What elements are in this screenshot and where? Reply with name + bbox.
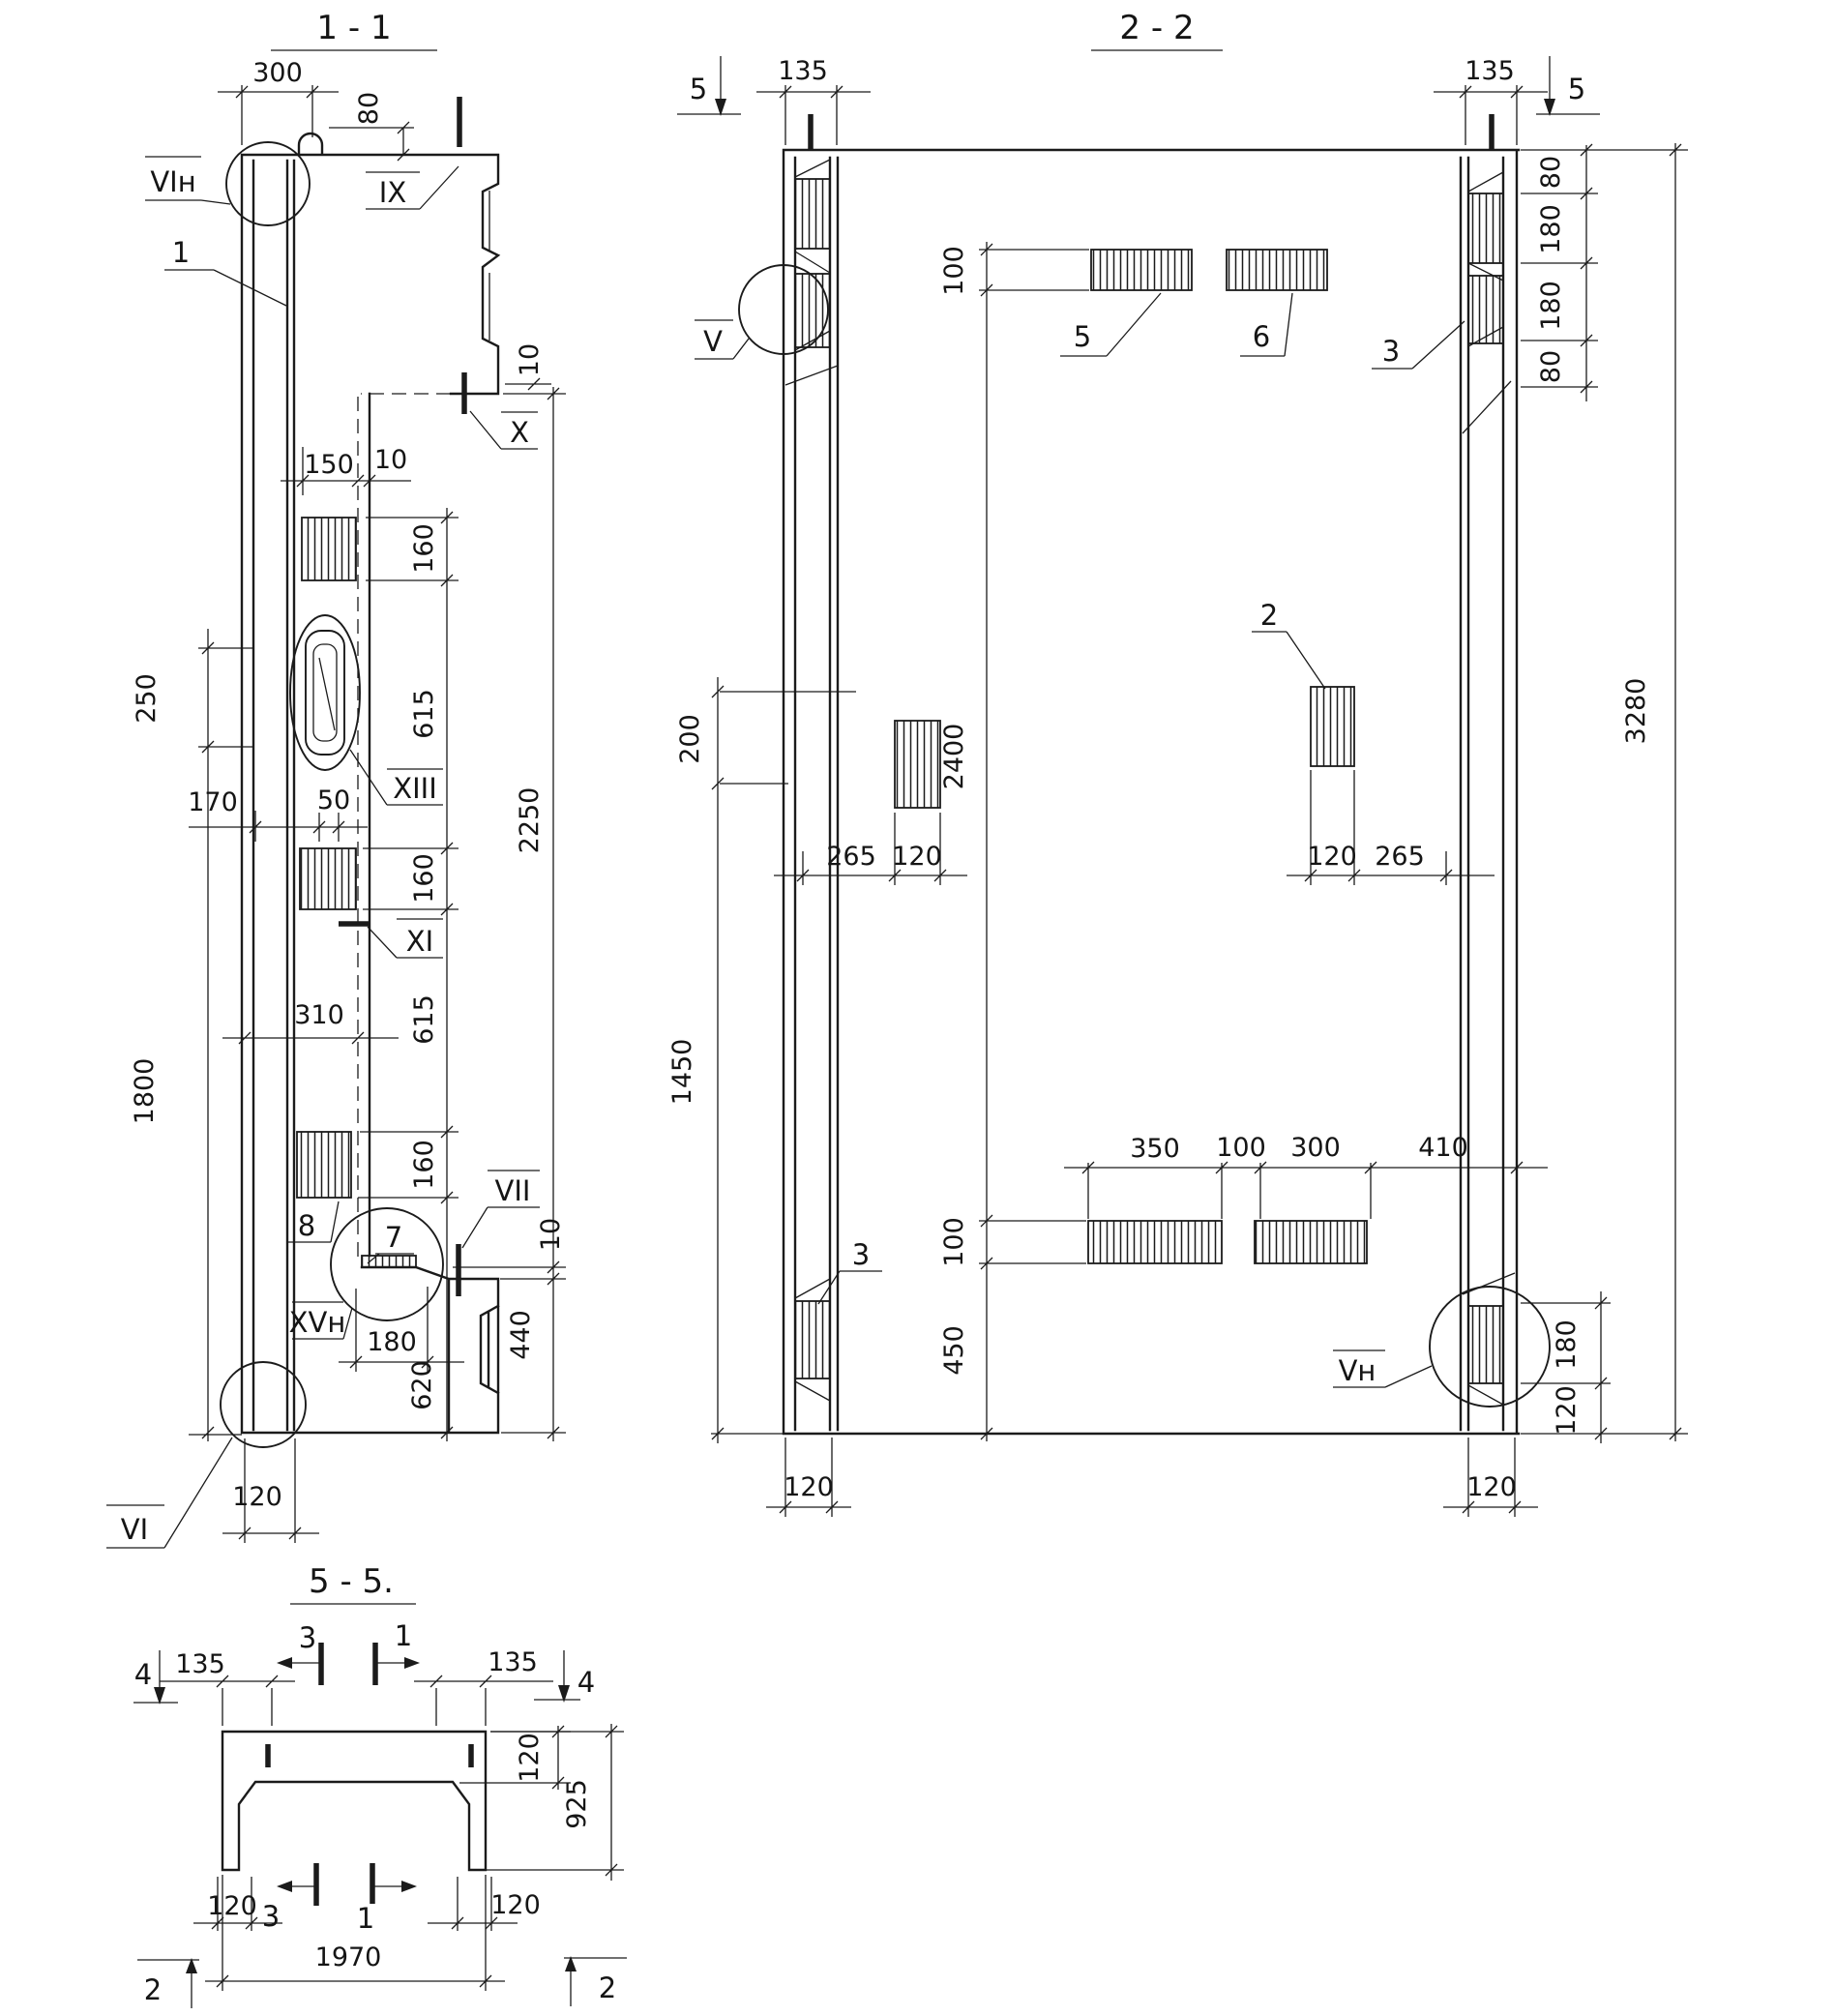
dim-350: 350 bbox=[1130, 1134, 1180, 1164]
dim-120-right-mid: 120 bbox=[1307, 842, 1357, 872]
section-1-1 bbox=[106, 9, 566, 1548]
label-XIII: XIII bbox=[393, 772, 437, 805]
dim-925: 925 bbox=[562, 1779, 592, 1829]
dim-150: 150 bbox=[304, 450, 354, 480]
dim-160a: 160 bbox=[409, 523, 439, 574]
dim-1450: 1450 bbox=[667, 1038, 697, 1106]
dim-120-bottom-right: 120 bbox=[1466, 1472, 1517, 1502]
dim-410: 410 bbox=[1418, 1133, 1468, 1163]
s11-embed-block-3 bbox=[297, 1132, 351, 1198]
s55-dimensions bbox=[133, 1619, 627, 2008]
dim-1970: 1970 bbox=[314, 1942, 382, 1972]
dim-450: 450 bbox=[939, 1325, 969, 1376]
section-arrow-4-left bbox=[154, 1687, 165, 1705]
dim-1800: 1800 bbox=[130, 1057, 160, 1125]
s11-embed-block-2 bbox=[300, 848, 356, 909]
mark-2-left: 2 bbox=[143, 1973, 163, 2006]
dim-135-right: 135 bbox=[1465, 56, 1515, 86]
dim-620: 620 bbox=[407, 1360, 437, 1410]
dim-135-left: 135 bbox=[175, 1649, 225, 1679]
dim-250: 250 bbox=[132, 673, 162, 724]
section-arrow-3-top bbox=[277, 1657, 292, 1669]
dim-120-left-mid: 120 bbox=[892, 842, 942, 872]
dim-80b: 80 bbox=[1536, 349, 1566, 384]
label-8: 8 bbox=[297, 1209, 316, 1242]
s11-slot-outer bbox=[306, 631, 344, 755]
dim-2400: 2400 bbox=[939, 723, 969, 790]
section-arrow-1-bottom bbox=[401, 1881, 417, 1892]
label-VII: VII bbox=[494, 1174, 531, 1207]
section-arrow-5-left bbox=[715, 99, 726, 116]
section-2-2-title: 2 - 2 bbox=[1119, 9, 1195, 47]
s11-slot-diagonal bbox=[319, 658, 335, 730]
section-arrow-5-right bbox=[1544, 99, 1555, 116]
mark-4-left: 4 bbox=[133, 1658, 153, 1691]
s11-dimensions bbox=[130, 58, 566, 1543]
label-V: V bbox=[703, 325, 723, 358]
mark-5-left: 5 bbox=[689, 73, 708, 105]
dim-10c: 10 bbox=[536, 1217, 566, 1252]
mark-3-top: 3 bbox=[298, 1621, 317, 1654]
mark-1-top: 1 bbox=[394, 1619, 413, 1652]
mark-5-right: 5 bbox=[1567, 73, 1586, 105]
dim-10b: 10 bbox=[515, 342, 545, 377]
section-1-1-title: 1 - 1 bbox=[316, 9, 392, 47]
s22-left-key-3 bbox=[795, 1301, 830, 1379]
label-XVn: XVн bbox=[288, 1306, 346, 1339]
dim-80a: 80 bbox=[1536, 155, 1566, 190]
dim-100-bottom: 100 bbox=[939, 1217, 969, 1267]
label-XI: XI bbox=[405, 925, 434, 958]
dim-265-left: 265 bbox=[826, 842, 876, 872]
s22-right-key-2 bbox=[1468, 276, 1503, 343]
dim-615b: 615 bbox=[409, 994, 439, 1045]
dim-120-bottom-left: 120 bbox=[207, 1891, 257, 1921]
dim-310: 310 bbox=[294, 1000, 344, 1030]
label-VI: VI bbox=[120, 1513, 149, 1546]
s22-bottom-bar-left bbox=[1088, 1221, 1222, 1263]
dim-300: 300 bbox=[1290, 1133, 1341, 1163]
section-arrow-1-top bbox=[404, 1657, 420, 1669]
label-3-right: 3 bbox=[1381, 335, 1401, 368]
dim-160c: 160 bbox=[409, 1140, 439, 1190]
label-3-left: 3 bbox=[851, 1238, 871, 1271]
mark-1-bottom: 1 bbox=[356, 1902, 375, 1935]
dim-135-left: 135 bbox=[778, 56, 828, 86]
dim-200: 200 bbox=[675, 714, 705, 764]
mark-2-right: 2 bbox=[598, 1972, 617, 2004]
s11-slot-inner bbox=[313, 644, 337, 741]
dim-170: 170 bbox=[188, 787, 238, 817]
label-Vn: Vн bbox=[1338, 1354, 1376, 1387]
s55-outline bbox=[222, 1732, 486, 1870]
label-7: 7 bbox=[384, 1221, 403, 1254]
dim-100-mid: 100 bbox=[1216, 1133, 1266, 1163]
section-5-5 bbox=[133, 1562, 627, 2008]
s55-corner-bars bbox=[268, 1744, 471, 1767]
section-5-5-title: 5 - 5. bbox=[309, 1562, 394, 1601]
s11-outline bbox=[242, 133, 498, 1433]
dim-2250: 2250 bbox=[515, 786, 545, 854]
dim-180a: 180 bbox=[1536, 204, 1566, 254]
dim-120-bottom-left: 120 bbox=[784, 1472, 834, 1502]
s22-top-bar-6 bbox=[1227, 250, 1327, 290]
s11-detail-circle-XIII bbox=[290, 615, 360, 770]
dim-120-top: 120 bbox=[515, 1733, 545, 1783]
dim-120rc: 120 bbox=[1552, 1385, 1582, 1436]
label-IX: IX bbox=[378, 176, 407, 209]
label-6: 6 bbox=[1252, 320, 1271, 353]
dim-100-top: 100 bbox=[939, 246, 969, 296]
section-2-2 bbox=[667, 9, 1688, 1517]
s22-bottom-bar-right bbox=[1255, 1221, 1367, 1263]
s22-right-key-3 bbox=[1468, 1306, 1503, 1383]
dim-180: 180 bbox=[367, 1327, 417, 1357]
dim-10a: 10 bbox=[373, 445, 408, 475]
dim-120-bottom-right: 120 bbox=[490, 1890, 541, 1920]
label-2: 2 bbox=[1259, 599, 1279, 632]
s22-section-ticks bbox=[811, 114, 1492, 151]
mark-4-right: 4 bbox=[577, 1666, 596, 1699]
dim-300: 300 bbox=[252, 58, 303, 88]
dim-180b: 180 bbox=[1536, 281, 1566, 331]
dim-135-right: 135 bbox=[488, 1647, 538, 1677]
label-X: X bbox=[510, 416, 529, 449]
dim-180c: 180 bbox=[1552, 1319, 1582, 1370]
section-arrow-3-bottom bbox=[277, 1881, 292, 1892]
s22-left-key-2 bbox=[795, 274, 830, 347]
dim-50: 50 bbox=[316, 786, 351, 815]
s22-left-key-1 bbox=[795, 179, 830, 249]
s22-mid-anchor-left bbox=[895, 721, 940, 808]
dim-160b: 160 bbox=[409, 853, 439, 904]
label-VIn: VIн bbox=[150, 165, 196, 198]
dim-440: 440 bbox=[506, 1310, 536, 1360]
dim-120: 120 bbox=[232, 1482, 282, 1512]
dim-3280: 3280 bbox=[1621, 677, 1651, 745]
label-5: 5 bbox=[1073, 320, 1092, 353]
label-1: 1 bbox=[171, 236, 191, 269]
s22-top-bar-5 bbox=[1091, 250, 1192, 290]
mark-3-bottom: 3 bbox=[261, 1900, 281, 1933]
s22-mid-anchor-2 bbox=[1311, 687, 1354, 766]
s22-right-key-1 bbox=[1468, 193, 1503, 263]
dim-265-right: 265 bbox=[1375, 842, 1425, 872]
dim-80: 80 bbox=[354, 91, 384, 126]
s11-embed-block-1 bbox=[302, 518, 356, 580]
dim-615a: 615 bbox=[409, 689, 439, 739]
